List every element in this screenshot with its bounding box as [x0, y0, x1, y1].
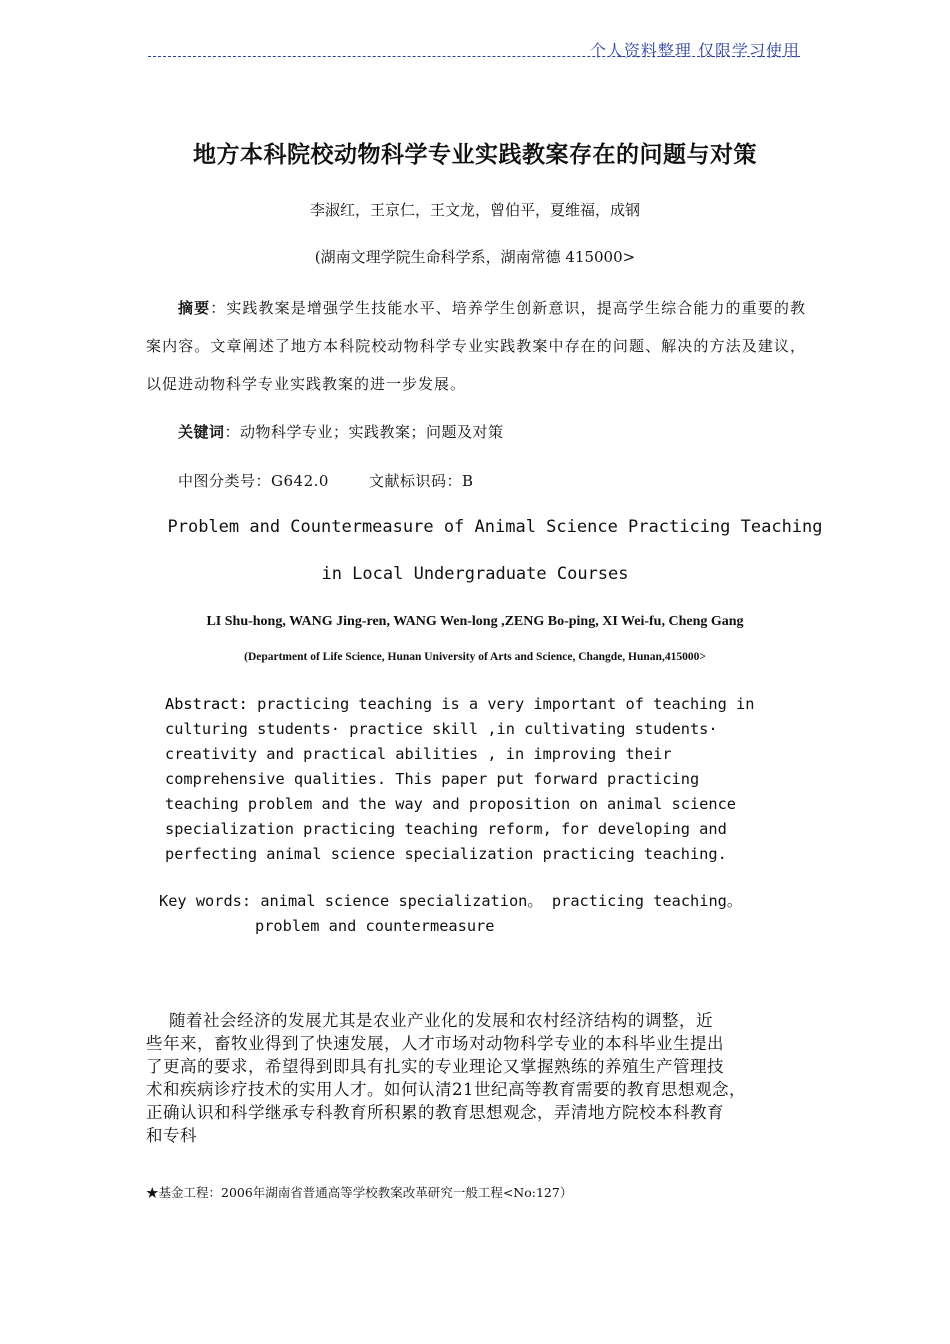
abstract-en-line: creativity and practical abilities , in improving their: [165, 745, 672, 763]
keywords-cn: [178, 421, 504, 442]
affiliation: (湖南文理学院生命科学系，湖南常德 415000>: [314, 248, 636, 266]
english-affiliation: (Department of Life Science, Hunan University of Arts and Science, Changde, Hunan,415000>: [244, 651, 706, 663]
body-line: 些年来，畜牧业得到了快速发展，人才市场对动物科学专业的本科毕业生提出: [146, 1034, 724, 1053]
body-line: 正确认识和科学继承专科教育所积累的教育思想观念，弄清地方院校本科教育: [146, 1103, 724, 1122]
keywords-en-line: problem and countermeasure: [255, 917, 495, 935]
abstract-en-line: culturing students· practice skill ,in cultivating students·: [165, 720, 718, 738]
document-code: 文献标识码：B: [368, 472, 474, 490]
clc-number: 中图分类号：G642.0: [178, 472, 329, 490]
keywords-en: [159, 889, 799, 939]
abstract-cn: [146, 289, 806, 403]
body-line: 了更高的要求，希望得到即具有扎实的专业理论又掌握熟练的养殖生产管理技: [146, 1057, 724, 1076]
abstract-en-line: practicing teaching is a very important of teaching in: [247, 695, 755, 713]
author-list: 李淑红，王京仁，王文龙，曾伯平，夏维福，成钢: [309, 201, 640, 219]
keywords-en-line: animal science specialization。 practicing teaching。: [251, 892, 743, 910]
abstract-cn-line: 及建议，以促进动物科学专业实践教案的进一步发展。: [146, 337, 806, 393]
abstract-en-line: teaching problem and the way and proposition on animal science: [165, 795, 736, 813]
english-title-line1: Problem and Countermeasure of Animal Science Practicing Teaching: [167, 517, 823, 537]
body-line: 和专科: [146, 1126, 197, 1145]
keywords-cn-label: 关键词: [178, 423, 225, 441]
body-line: 术和疾病诊疗技术的实用人才。如何认清21世纪高等教育需要的教育思想观念，: [146, 1080, 746, 1099]
abstract-en-line: specialization practicing teaching reform, for developing and: [165, 820, 727, 838]
abstract-en-line: comprehensive qualities. This paper put forward practicing: [165, 770, 700, 788]
body-paragraph: [146, 1009, 816, 1147]
abstract-en: [165, 692, 795, 867]
keywords-cn-text: ：动物科学专业；实践教案；问题及对策: [224, 423, 504, 441]
abstract-cn-line: ：实践教案是增强学生技能水平、培养学生创新意识，提高学生综合能力的重要: [210, 299, 774, 317]
abstract-en-label: Abstract:: [165, 695, 248, 713]
paper-title: 地方本科院校动物科学专业实践教案存在的问题与对策: [193, 141, 757, 168]
body-line: 随着社会经济的发展尤其是农业产业化的发展和农村经济结构的调整，近: [146, 1011, 713, 1030]
english-authors: LI Shu-hong, WANG Jing-ren, WANG Wen-long ,ZENG Bo-ping, XI Wei-fu, Cheng Gang: [206, 614, 744, 629]
classification-line: [178, 470, 473, 491]
abstract-cn-line: 的教案内容。文章阐述了地方本科院校动物科学专业实践教案中存在的问题、解决的方法: [146, 299, 806, 355]
header-notice: 个人资料整理 仅限学习使用: [589, 41, 800, 60]
abstract-en-line: perfecting animal science specialization practicing teaching.: [165, 845, 727, 863]
abstract-cn-label: 摘要: [178, 299, 211, 317]
english-title-line2: in Local Undergraduate Courses: [321, 564, 629, 584]
funding-footnote: ★基金工程：2006年湖南省普通高等学校教案改革研究一般工程<No:127）: [146, 1185, 573, 1200]
keywords-en-label: Key words:: [159, 892, 252, 910]
